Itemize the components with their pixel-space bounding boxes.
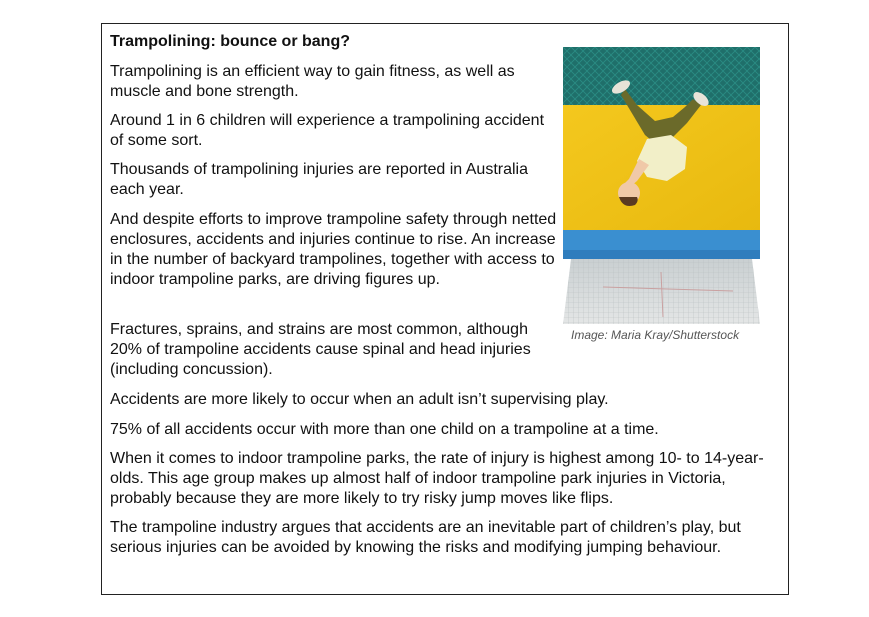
paragraph-indoor-parks: When it comes to indoor trampoline parks, the rate of injury is highest among 10- to 14-year-olds. This age group makes up almost half of indoor trampoline park injuries in Victoria, probably because they are more likely to try risky jump moves like flips.: [110, 450, 764, 507]
paragraph-multiple-children: 75% of all accidents occur with more than one child on a trampoline at a time.: [110, 421, 659, 438]
paragraph-fitness: Trampolining is an efficient way to gain fitness, as well as muscle and bone strength.: [110, 63, 515, 100]
image-caption: Image: Maria Kray/Shutterstock: [571, 328, 740, 342]
article-title: Trampolining: bounce or bang?: [110, 33, 350, 50]
article-box: [101, 23, 789, 595]
paragraph-accident-rate: Around 1 in 6 children will experience a trampolining accident of some sort.: [110, 112, 545, 149]
child-flipping-on-trampoline-image: [563, 47, 760, 324]
trampoline-photo: [563, 47, 760, 324]
paragraph-industry-view: The trampoline industry argues that accidents are an inevitable part of children’s play, but serious injuries can be avoided by knowing the risks and modifying jumping behaviour.: [110, 519, 741, 556]
blue-padding: [563, 230, 760, 250]
paragraph-supervision: Accidents are more likely to occur when an adult isn’t supervising play.: [110, 391, 609, 408]
paragraph-injury-types: Fractures, sprains, and strains are most common, although 20% of trampoline accidents cause spinal and head injuries (including concussion).: [110, 321, 531, 378]
paragraph-injuries-reported: Thousands of trampolining injuries are reported in Australia each year.: [110, 161, 529, 198]
paragraph-safety-efforts: And despite efforts to improve trampoline safety through netted enclosures, accidents and injuries continue to rise. An increase in the number of backyard trampolines, together with access to indoor trampoline parks, are driving figures up.: [110, 211, 557, 288]
